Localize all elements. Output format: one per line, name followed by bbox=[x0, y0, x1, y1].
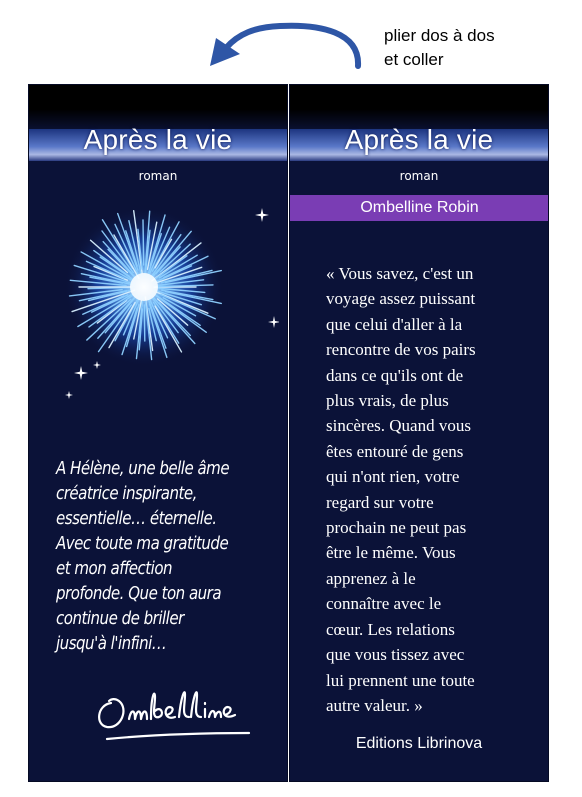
sparkle-icon bbox=[93, 361, 101, 369]
dedication-line: continue de briller bbox=[56, 609, 184, 629]
dedication-text bbox=[56, 457, 250, 657]
quote-line: « Vous savez, c'est un bbox=[326, 264, 474, 283]
instruction-line-2: et coller bbox=[384, 50, 444, 69]
top-band bbox=[290, 85, 548, 129]
dedication-line: créatrice inspirante, bbox=[56, 484, 197, 504]
quote-line: regard sur votre bbox=[326, 492, 434, 512]
sparkle-icon bbox=[268, 316, 279, 328]
quote-line: que celui d'aller à la bbox=[326, 314, 463, 334]
dedication-line: et mon affection bbox=[56, 559, 173, 579]
top-band bbox=[29, 85, 287, 129]
sparkle-icon bbox=[255, 208, 269, 222]
dedication-line: A Hélène, une belle âme bbox=[56, 459, 230, 479]
handwritten-signature bbox=[89, 675, 259, 755]
quote-line: voyage assez puissant bbox=[326, 289, 476, 309]
bookmark-front bbox=[28, 84, 288, 782]
book-genre: roman bbox=[399, 169, 439, 183]
quote-line: rencontre de vos pairs bbox=[326, 340, 476, 360]
fold-instruction bbox=[384, 24, 495, 72]
sparkle-icon bbox=[65, 391, 73, 399]
quote-text bbox=[326, 261, 541, 718]
dedication-line: essentielle… éternelle. bbox=[56, 509, 217, 529]
instruction-line-1: plier dos à dos bbox=[384, 26, 495, 45]
quote-line: qui n'ont rien, votre bbox=[326, 467, 460, 487]
quote-line: prochain ne peut pas bbox=[326, 518, 467, 538]
dedication-line: jusqu'à l'infini… bbox=[56, 634, 167, 654]
quote-line: apprenez à le bbox=[326, 568, 416, 588]
quote-line: êtes entouré de gens bbox=[326, 441, 464, 461]
bookmark-back bbox=[289, 84, 549, 782]
sparkle-icon bbox=[74, 366, 88, 380]
dedication-line: Avec toute ma gratitude bbox=[56, 534, 229, 554]
book-genre: roman bbox=[138, 169, 178, 183]
book-title: Après la vie bbox=[344, 124, 494, 155]
quote-line: sincères. Quand vous bbox=[326, 416, 471, 436]
quote-line: dans ce qu'ils ont de bbox=[326, 365, 464, 385]
quote-line: connaître avec le bbox=[326, 594, 442, 614]
author-name: Ombelline Robin bbox=[289, 195, 549, 221]
quote-line: lui prennent une toute bbox=[326, 670, 475, 690]
publisher-name: Editions Librinova bbox=[355, 735, 483, 752]
quote-line: être le même. Vous bbox=[326, 543, 456, 563]
firework-ray bbox=[144, 305, 145, 341]
quote-line: autre valeur. » bbox=[326, 695, 423, 715]
quote-line: que vous tissez avec bbox=[326, 645, 465, 665]
quote-line: plus vrais, de plus bbox=[326, 391, 449, 411]
dedication-line: profonde. Que ton aura bbox=[56, 584, 222, 604]
firework-ray bbox=[143, 220, 144, 265]
book-title: Après la vie bbox=[83, 124, 233, 155]
firework-image bbox=[49, 195, 279, 405]
curved-arrow-icon bbox=[200, 14, 370, 74]
quote-line: cœur. Les relations bbox=[326, 619, 455, 639]
